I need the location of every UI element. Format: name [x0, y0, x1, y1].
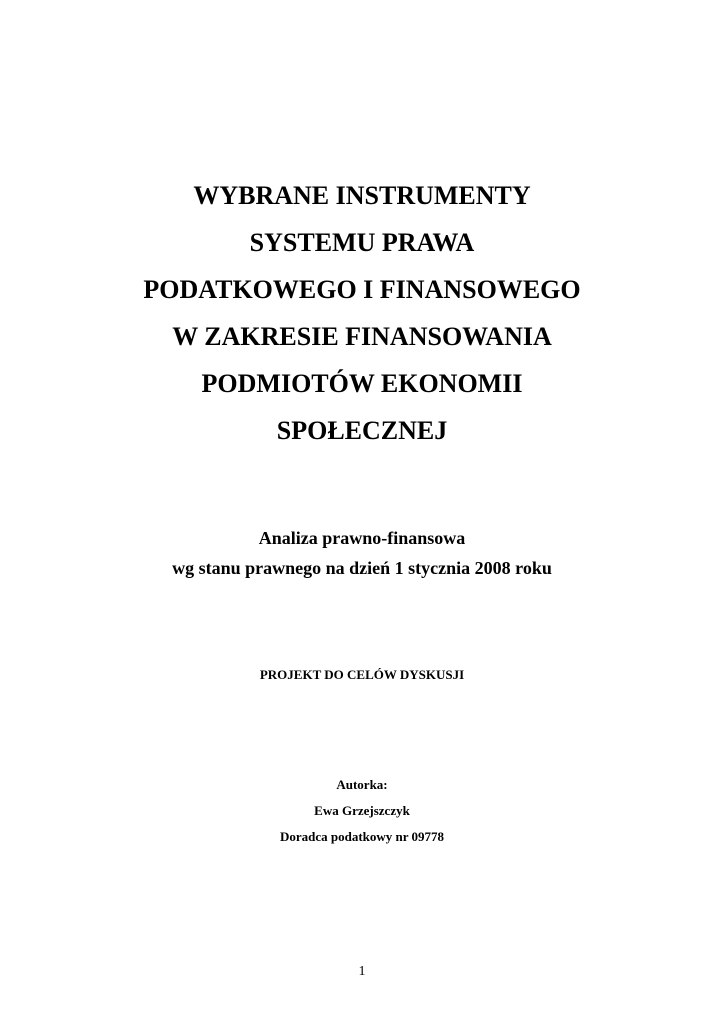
title-line-2: SYSTEMU PRAWA: [249, 228, 475, 257]
document-subtitle: [0, 523, 724, 583]
subtitle-line-2: wg stanu prawnego na dzień 1 stycznia 2008 roku: [172, 558, 552, 578]
title-line-4: W ZAKRESIE FINANSOWANIA: [172, 322, 552, 351]
author-label: Autorka:: [336, 777, 388, 792]
author-name: Ewa Grzejszczyk: [314, 803, 410, 818]
title-line-6: SPOŁECZNEJ: [276, 416, 448, 445]
document-title: [0, 172, 724, 454]
title-line-5: PODMIOTÓW EKONOMII: [201, 369, 523, 398]
page-number: 1: [358, 964, 366, 979]
author-role: Doradca podatkowy nr 09778: [279, 829, 445, 844]
project-note: PROJEKT DO CELÓW DYSKUSJI: [259, 667, 465, 682]
title-line-3: PODATKOWEGO I FINANSOWEGO: [143, 275, 581, 304]
subtitle-line-1: Analiza prawno-finansowa: [258, 528, 466, 548]
author-block: [0, 772, 724, 850]
title-line-1: WYBRANE INSTRUMENTY: [193, 181, 531, 210]
